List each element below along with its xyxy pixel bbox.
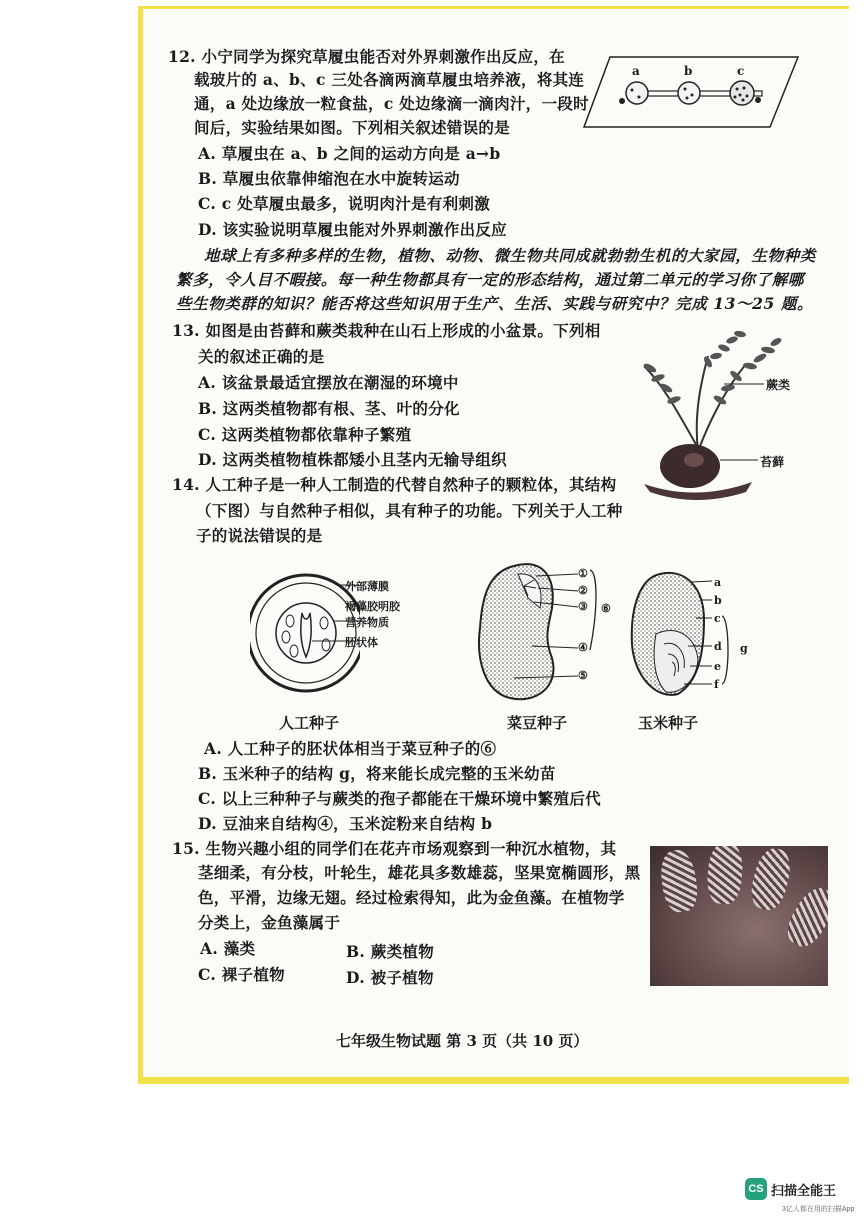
salt-grain	[619, 98, 625, 104]
q14-stem-line-1: 14. 人工种子是一种人工制造的代替自然种子的颗粒体，其结构	[172, 475, 617, 494]
q13-option-b: B. 这两类植物都有根、茎、叶的分化	[198, 399, 460, 418]
corn-label-f: f	[714, 678, 719, 691]
bean-label-6: ⑥	[601, 602, 611, 615]
q15-option-c: C. 裸子植物	[198, 965, 285, 984]
q12-stem-line-2: 载玻片的 a、b、c 三处各滴两滴草履虫培养液，将其连	[194, 70, 585, 89]
corn-label-e: e	[714, 660, 721, 673]
corn-label-d: d	[714, 640, 722, 653]
corn-seed-figure	[626, 564, 746, 704]
q15-option-d: D. 被子植物	[346, 968, 434, 987]
q14-stem-line-3: 子的说法错误的是	[196, 526, 323, 545]
fern-label: 蕨类	[766, 378, 791, 392]
moss-label: 苔藓	[760, 455, 785, 469]
app-tagline: 3亿人都在用的扫描App	[782, 1206, 855, 1213]
broth-drop	[755, 97, 761, 103]
q12-label-c: c	[737, 64, 745, 78]
caption-bean-seed: 菜豆种子	[507, 714, 568, 732]
artificial-label-outer-film: 外部薄膜	[345, 580, 389, 593]
page-footer: 七年级生物试题 第 3 页（共 10 页）	[336, 1032, 589, 1050]
drop-b	[678, 82, 700, 104]
q13-option-a: A. 该盆景最适宜摆放在潮湿的环境中	[198, 373, 459, 392]
camscanner-logo-icon: CS	[745, 1178, 767, 1200]
q12-label-b: b	[684, 64, 693, 78]
q14-option-a: A. 人工种子的胚状体相当于菜豆种子的⑥	[204, 739, 497, 758]
bean-label-2: ②	[578, 584, 588, 597]
caption-artificial-seed: 人工种子	[279, 714, 340, 732]
scanner-app-badge	[745, 1178, 836, 1200]
bean-label-1: ①	[578, 567, 588, 580]
unit-intro-line-1: 地球上有多种多样的生物，植物、动物、微生物共同成就勃勃生机的大家园，生物种类	[204, 246, 816, 265]
q12-stem-line-3: 通，a 处边缘放一粒食盐，c 处边缘滴一滴肉汁，一段时	[194, 94, 589, 113]
corn-label-c: c	[714, 612, 721, 625]
q14-option-c: C. 以上三种种子与蕨类的孢子都能在干燥环境中繁殖后代	[198, 789, 601, 808]
artificial-label-gel: 褐藻胶明胶	[345, 600, 400, 613]
q15-option-a: A. 藻类	[200, 939, 256, 958]
q12-option-b: B. 草履虫依靠伸缩泡在水中旋转运动	[198, 169, 460, 188]
corn-label-g: g	[740, 642, 748, 655]
q12-stem-line-4: 间后，实验结果如图。下列相关叙述错误的是	[194, 118, 511, 137]
corn-label-b: b	[714, 594, 722, 607]
artificial-seed-figure	[250, 565, 360, 705]
q14-option-b: B. 玉米种子的结构 g，将来能长成完整的玉米幼苗	[198, 764, 556, 783]
bean-label-5: ⑤	[578, 669, 588, 682]
q12-option-d: D. 该实验说明草履虫能对外界刺激作出反应	[198, 220, 507, 239]
q13-option-d: D. 这两类植物植株都矮小且茎内无输导组织	[198, 450, 507, 469]
corn-label-a: a	[714, 576, 722, 589]
bean-label-3: ③	[578, 600, 588, 613]
q15-stem-line-1: 15. 生物兴趣小组的同学们在花卉市场观察到一种沉水植物，其	[172, 839, 617, 858]
q12-label-a: a	[632, 64, 640, 78]
q15-stem-line-2: 茎细柔，有分枝，叶轮生，雄花具多数雄蕊，坚果宽椭圆形，黑	[198, 863, 641, 882]
q15-stem-line-3: 色，平滑，边缘无翅。经过检索得知，此为金鱼藻。在植物学	[198, 888, 625, 907]
artificial-label-nutrient: 营养物质	[345, 616, 389, 629]
q13-option-c: C. 这两类植物都依靠种子繁殖	[198, 425, 412, 444]
q13-stem-line-2: 关的叙述正确的是	[198, 347, 325, 366]
unit-intro-line-3: 些生物类群的知识？能否将这些知识用于生产、生活、实践与研究中？完成 13～25 题。	[176, 294, 814, 313]
drop-a	[626, 82, 648, 104]
q15-option-b: B. 蕨类植物	[346, 942, 434, 961]
q12-stem-line-1: 12. 小宁同学为探究草履虫能否对外界刺激作出反应，在	[168, 47, 565, 66]
q14-stem-line-2: （下图）与自然种子相似，具有种子的功能。下列关于人工种	[196, 501, 623, 520]
q13-stem-line-1: 13. 如图是由苔藓和蕨类栽种在山石上形成的小盆景。下列相	[172, 321, 601, 340]
unit-intro-line-2: 繁多，令人目不暇接。每一种生物都具有一定的形态结构，通过第二单元的学习你了解哪	[176, 270, 804, 289]
artificial-label-embryoid: 胚状体	[345, 636, 378, 649]
q13-bonsai-figure	[636, 326, 786, 504]
bean-seed-figure	[474, 558, 614, 708]
bean-label-4: ④	[578, 641, 588, 654]
q12-option-c: C. c 处草履虫最多，说明肉汁是有利刺激	[198, 194, 490, 213]
caption-corn-seed: 玉米种子	[638, 714, 699, 732]
q15-stem-line-4: 分类上，金鱼藻属于	[198, 913, 341, 932]
q12-option-a: A. 草履虫在 a、b 之间的运动方向是 a→b	[198, 144, 501, 163]
hornwort-photo	[650, 846, 828, 986]
app-name: 扫描全能王	[771, 1182, 837, 1198]
q14-option-d: D. 豆油来自结构④，玉米淀粉来自结构 b	[198, 814, 493, 833]
drop-c	[730, 81, 754, 105]
